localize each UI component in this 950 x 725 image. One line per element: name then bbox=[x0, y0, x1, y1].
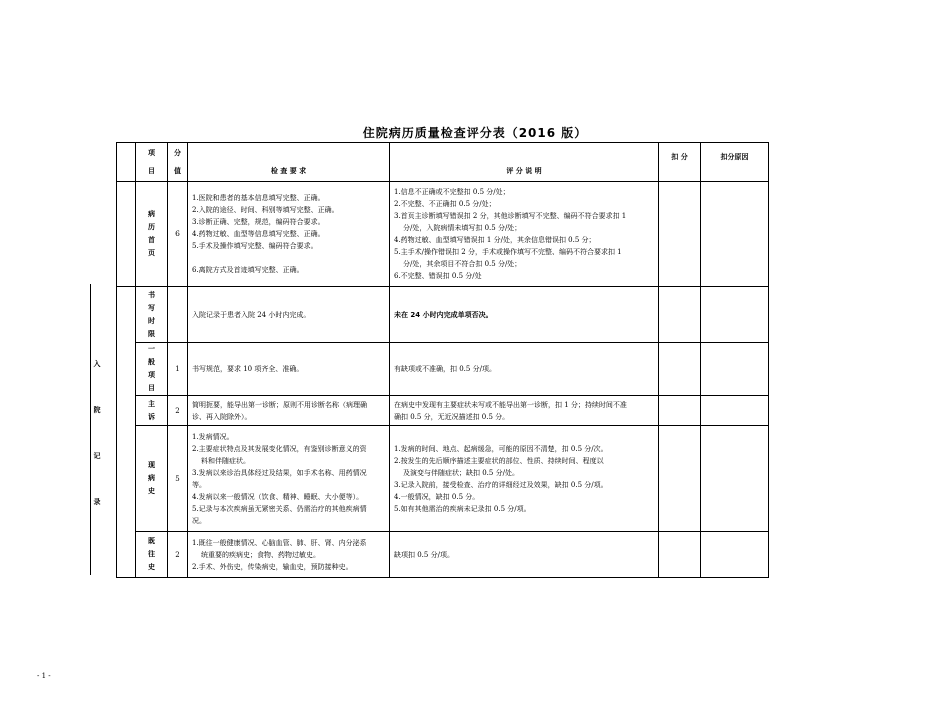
item-char: 般 bbox=[148, 358, 155, 366]
evaluation-line: 有缺项或不准确，扣 0.5 分/项。 bbox=[394, 365, 496, 373]
evaluation-cell bbox=[390, 396, 659, 426]
table-row bbox=[117, 343, 769, 396]
header-score-bottom: 值 bbox=[174, 167, 181, 175]
header-reason: 扣分原因 bbox=[701, 143, 769, 182]
requirement-line: 诊、再入院除外）。 bbox=[192, 412, 252, 421]
item-char: 项 bbox=[148, 371, 155, 379]
item-char: 诉 bbox=[148, 412, 155, 421]
requirements-cell bbox=[188, 532, 390, 578]
deduction-cell[interactable] bbox=[659, 287, 701, 343]
header-item bbox=[136, 143, 188, 182]
blank-cell bbox=[117, 143, 136, 182]
score-value: 6 bbox=[175, 229, 180, 238]
item-char: 史 bbox=[148, 563, 155, 571]
table-row bbox=[117, 426, 769, 532]
item-char: 病 bbox=[148, 210, 155, 218]
item-char: 历 bbox=[148, 223, 155, 231]
item-cell bbox=[136, 343, 168, 396]
requirement-line: 等。 bbox=[192, 480, 206, 489]
requirement-line: 2.主要症状特点及其发展变化情况，有鉴别诊断意义的资 bbox=[192, 444, 367, 453]
requirement-line: 3.诊断正确、完整，规范，编码符合要求。 bbox=[192, 218, 325, 226]
evaluation-line: 2.按发生的先后顺序描述主要症状的部位、性质、持续时间、程度以 bbox=[394, 456, 604, 465]
header-evaluation: 评 分 说 明 bbox=[390, 143, 659, 182]
evaluation-line: 3.首页主诊断填写错误扣 2 分，其他诊断填写不完整、编码不符合要求扣 1 bbox=[394, 212, 627, 220]
header-deduction: 扣 分 bbox=[659, 143, 701, 182]
evaluation-cell bbox=[390, 182, 659, 287]
section-label-char: 院 bbox=[93, 406, 101, 414]
item-cell bbox=[136, 426, 168, 532]
item-cell bbox=[136, 182, 188, 287]
section-left-border bbox=[90, 284, 91, 575]
requirement-line: 4.药物过敏、血型等信息填写完整、正确。 bbox=[192, 230, 325, 238]
reason-cell[interactable] bbox=[701, 182, 769, 287]
reason-cell[interactable] bbox=[701, 343, 769, 396]
evaluation-line: 确扣 0.5 分，无近况描述扣 0.5 分。 bbox=[394, 412, 510, 421]
header-item-bottom: 目 bbox=[148, 167, 155, 175]
item-char: 往 bbox=[148, 550, 155, 558]
requirement-line: 5.记录与本次疾病虽无紧密关系、仍需治疗的其他疾病情 bbox=[192, 504, 367, 513]
deduction-cell[interactable] bbox=[659, 532, 701, 578]
score-value: 1 bbox=[168, 343, 188, 396]
item-char: 书 bbox=[148, 290, 155, 299]
evaluation-line: 未在 24 小时内完成单项否决。 bbox=[394, 310, 493, 319]
requirement-line: 入院记录于患者入院 24 小时内完成。 bbox=[192, 310, 311, 319]
item-char: 限 bbox=[148, 329, 155, 338]
header-item-top: 项 bbox=[148, 149, 155, 157]
deduction-cell[interactable] bbox=[659, 426, 701, 532]
requirement-line: 2.手术、外伤史，传染病史，输血史，预防接种史。 bbox=[192, 562, 353, 571]
requirement-line: 4.发病以来一般情况（饮食、精神、睡眠、大小便等）。 bbox=[192, 492, 364, 501]
item-char: 目 bbox=[148, 384, 155, 392]
deduction-cell[interactable] bbox=[659, 396, 701, 426]
evaluation-cell bbox=[390, 287, 659, 343]
item-char: 现 bbox=[148, 461, 155, 469]
item-char: 首 bbox=[148, 236, 155, 244]
evaluation-cell bbox=[390, 343, 659, 396]
item-cell bbox=[136, 396, 168, 426]
evaluation-line: 4.药物过敏、血型填写错误扣 1 分/处，其余信息错误扣 0.5 分； bbox=[394, 236, 596, 244]
requirement-line: 3.发病以来诊治具体经过及结果，如手术名称、用药情况 bbox=[192, 468, 367, 477]
requirement-line: 料和伴随症状。 bbox=[201, 456, 250, 465]
evaluation-line: 分/处，其余项目不符合扣 0.5 分/处； bbox=[403, 260, 522, 268]
requirement-line: 1.发病情况。 bbox=[192, 432, 234, 441]
table-row bbox=[117, 287, 769, 343]
requirements-cell bbox=[188, 287, 390, 343]
item-char: 一 bbox=[148, 345, 155, 353]
deduction-cell[interactable] bbox=[659, 343, 701, 396]
reason-cell[interactable] bbox=[701, 532, 769, 578]
requirement-line: 1.既往一般健康情况、心脑血管、肺、肝、肾、内分泌系 bbox=[192, 538, 367, 547]
evaluation-line: 及演变与伴随症状；缺扣 0.5 分/处。 bbox=[403, 468, 519, 477]
item-char: 病 bbox=[148, 474, 155, 482]
score-value: 2 bbox=[168, 532, 188, 578]
evaluation-line: 4.一般情况，缺扣 0.5 分。 bbox=[394, 492, 480, 501]
requirement-line: 书写规范，要求 10 项齐全、准确。 bbox=[192, 365, 304, 373]
header-requirements: 检 查 要 求 bbox=[188, 143, 390, 182]
requirements-cell bbox=[188, 343, 390, 396]
requirement-line: 简明扼要，能导出第一诊断；原则不用诊断名称（病理确 bbox=[192, 400, 367, 409]
item-char: 写 bbox=[148, 303, 155, 312]
evaluation-line: 2.不完整、不正确扣 0.5 分/处； bbox=[394, 200, 496, 208]
score-value: 5 bbox=[168, 426, 188, 532]
requirements-cell bbox=[188, 396, 390, 426]
evaluation-line: 5.如有其他需治的疾病未记录扣 0.5 分/项。 bbox=[394, 504, 531, 513]
section-label-char: 入 bbox=[93, 360, 101, 368]
reason-cell[interactable] bbox=[701, 426, 769, 532]
table-row bbox=[117, 396, 769, 426]
evaluation-cell bbox=[390, 532, 659, 578]
page-number: - 1 - bbox=[37, 672, 51, 680]
evaluation-line: 6.不完整、错误扣 0.5 分/处 bbox=[394, 272, 482, 280]
score-value: 2 bbox=[168, 396, 188, 426]
evaluation-line: 缺项扣 0.5 分/项。 bbox=[394, 550, 454, 559]
requirement-line: 5.手术及操作填写完整、编码符合要求。 bbox=[192, 242, 318, 250]
requirement-line: 统重要的疾病史；食物、药物过敏史。 bbox=[201, 550, 320, 559]
item-char: 时 bbox=[148, 316, 155, 325]
evaluation-line: 1.信息不正确或不完整扣 0.5 分/处； bbox=[394, 188, 510, 196]
section-label-char: 记 bbox=[93, 452, 101, 460]
item-char: 主 bbox=[148, 399, 155, 408]
item-cell bbox=[136, 532, 168, 578]
score-table bbox=[116, 142, 769, 578]
requirement-line: 况。 bbox=[192, 516, 206, 525]
item-char: 页 bbox=[148, 249, 155, 257]
evaluation-line: 1.发病的时间、地点、起病缓急，可能的原因不清楚，扣 0.5 分/次。 bbox=[394, 444, 608, 453]
reason-cell[interactable] bbox=[701, 396, 769, 426]
requirement-line: 1.医院和患者的基本信息填写完整、正确。 bbox=[192, 194, 325, 202]
requirements-cell bbox=[188, 182, 390, 287]
header-score-top: 分 bbox=[174, 149, 181, 157]
table-row bbox=[117, 532, 769, 578]
item-char: 史 bbox=[148, 487, 155, 495]
header-row bbox=[117, 143, 769, 182]
section-cell bbox=[117, 287, 136, 578]
requirement-line: 2.入院的途径、时间、科别等填写完整、正确。 bbox=[192, 206, 339, 214]
requirements-cell bbox=[188, 426, 390, 532]
requirement-line: 6.离院方式及首迹填写完整、正确。 bbox=[192, 266, 304, 274]
item-char: 既 bbox=[148, 537, 155, 545]
page-title: 住院病历质量检查评分表（2016 版） bbox=[362, 126, 588, 140]
table-row bbox=[117, 182, 769, 287]
section-label-char: 录 bbox=[93, 498, 101, 506]
evaluation-line: 3.记录入院前，接受检查、治疗的详细经过及效果，缺扣 0.5 分/项。 bbox=[394, 480, 608, 489]
blank-cell bbox=[117, 182, 136, 287]
item-cell bbox=[136, 287, 168, 343]
deduction-cell[interactable] bbox=[659, 182, 701, 287]
requirement-line bbox=[192, 252, 385, 264]
evaluation-line: 5.主手术/操作错误扣 2 分，手术或操作填写不完整、编码不符合要求扣 1 bbox=[394, 248, 622, 256]
evaluation-line: 分/处，入院病情未填写扣 0.5 分/处； bbox=[403, 224, 522, 232]
evaluation-line: 在病史中发现有主要症状未写或不能导出第一诊断，扣 1 分；持续时间不准 bbox=[394, 400, 627, 409]
evaluation-cell bbox=[390, 426, 659, 532]
reason-cell[interactable] bbox=[701, 287, 769, 343]
score-value bbox=[168, 287, 188, 343]
